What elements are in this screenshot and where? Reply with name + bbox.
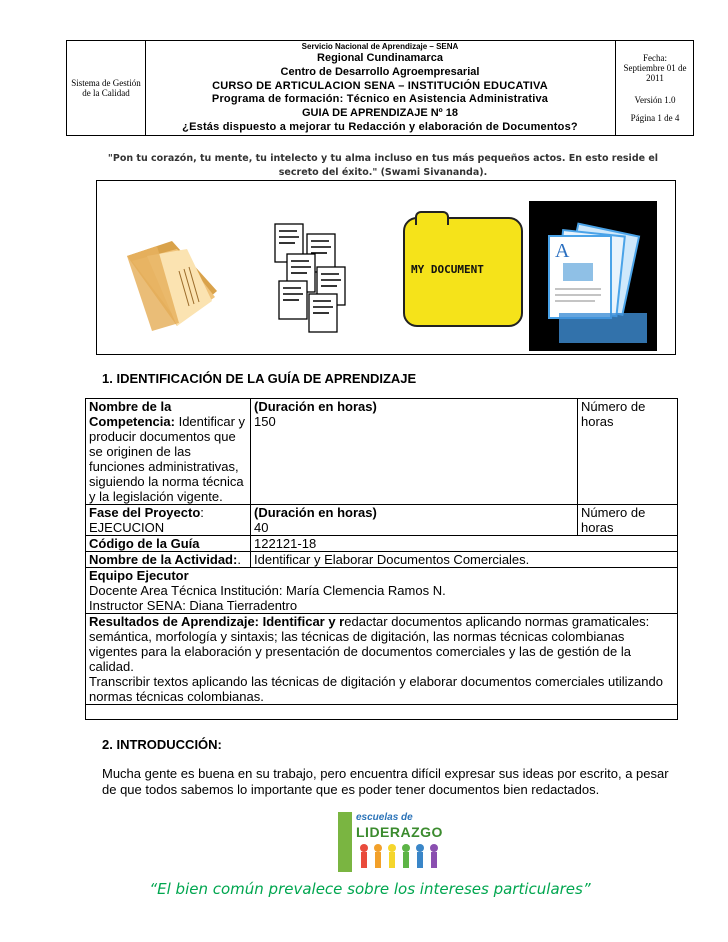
header-line-4: CURSO DE ARTICULACION SENA – INSTITUCIÓN EDUCATIVA	[212, 79, 548, 92]
section-2-title: 2. INTRODUCCIÓN:	[102, 737, 222, 752]
resultados-text: edactar documentos aplicando normas gramaticales: semántica, morfología y sintaxis; las técnicas de digitación, las normas técnicas colombianas vigentes para la elaboración y presentación de documentos comerciales y las de gestión de la calidad.	[89, 614, 650, 674]
fase-label: Fase del Proyecto	[89, 505, 201, 520]
docente-line: Docente Area Técnica Institución: María Clemencia Ramos N.	[89, 583, 446, 598]
duracion-label-1: (Duración en horas)	[254, 399, 377, 414]
instructor-line: Instructor SENA: Diana Tierradentro	[89, 598, 298, 613]
header-left-cell	[67, 41, 146, 135]
equipo-cell	[86, 568, 678, 614]
numero-horas-cell-1	[578, 399, 678, 505]
equipo-label: Equipo Ejecutor	[89, 568, 189, 583]
header-line-2: Regional Cundinamarca	[317, 52, 443, 64]
fase-cell	[86, 505, 251, 536]
version-label: Versión 1.0	[634, 95, 676, 105]
quality-system-label: Sistema de Gestión de la Calidad	[71, 78, 141, 98]
fase-value: EJECUCION	[89, 520, 165, 535]
escuelas-liderazgo-logo	[338, 812, 450, 876]
logo-people-icon	[356, 842, 448, 872]
codigo-label: Código de la Guía	[89, 536, 200, 551]
footer-motto: “El bien común prevalece sobre los intereses particulares”	[149, 880, 591, 898]
competencia-label: Nombre de la Competencia:	[89, 399, 175, 429]
introduction-paragraph: Mucha gente es buena en su trabajo, pero encuentra difícil expresar sus ideas por escrito, a pesar de que todos sabemos lo importante que es poder tener documentos bien redactados.	[102, 766, 669, 797]
logo-text-1: escuelas de	[356, 812, 413, 823]
guide-identification-table	[85, 398, 678, 720]
pagina-label: Página 1 de 4	[630, 113, 680, 123]
actividad-value: Identificar y Elaborar Documentos Comerciales.	[254, 552, 530, 567]
my-document-label: MY DOCUMENT	[411, 263, 484, 276]
resultados-cell	[86, 614, 678, 705]
resultados-text-2: Transcribir textos aplicando las técnicas de digitación y elaborar documentos comerciales utilizando normas técnicas colombianas.	[89, 674, 663, 704]
logo-bar	[338, 812, 352, 872]
codigo-value: 122121-18	[254, 536, 317, 551]
header-line-7: ¿Estás dispuesto a mejorar tu Redacción y elaboración de Documentos?	[182, 120, 578, 133]
folder-illustration	[117, 231, 237, 341]
numero-horas-2: Número de horas	[581, 505, 646, 535]
codigo-label-cell	[86, 536, 251, 552]
duracion-label-2: (Duración en horas)	[254, 505, 377, 520]
numero-horas-1: Número de horas	[581, 399, 646, 429]
images-box	[96, 180, 676, 355]
blue-documents-illustration	[529, 201, 657, 351]
resultados-label: Resultados de Aprendizaje: Identificar y r	[89, 614, 345, 629]
svg-text:A: A	[555, 240, 570, 262]
opening-quote: "Pon tu corazón, tu mente, tu intelecto y tu alma incluso en tus más pequeños actos. En esto reside el secreto del éxito." (Swami Sivananda).	[107, 153, 659, 178]
section-1-title: 1. IDENTIFICACIÓN DE LA GUÍA DE APRENDIZAJE	[102, 371, 417, 386]
header-line-3: Centro de Desarrollo Agroempresarial	[280, 65, 480, 78]
actividad-dot: .	[237, 552, 241, 567]
actividad-label-cell	[86, 552, 251, 568]
actividad-value-cell	[251, 552, 678, 568]
empty-row	[86, 705, 678, 720]
header-right-cell	[615, 41, 694, 135]
folder-tab	[415, 211, 449, 225]
header-line-6: GUIA DE APRENDIZAJE Nº 18	[301, 107, 458, 119]
header-center-cell	[145, 41, 615, 135]
header-table	[66, 40, 694, 136]
header-line-1: Servicio Nacional de Aprendizaje – SENA	[301, 42, 459, 51]
competencia-cell	[86, 399, 251, 505]
competencia-text: Identificar y producir documentos que se originen de las funciones administrativas, siguiendo la norma técnica y la legislación vigente.	[89, 414, 246, 504]
codigo-value-cell	[251, 536, 678, 552]
duracion-cell-2	[251, 505, 578, 536]
header-line-5: Programa de formación: Técnico en Asistencia Administrativa	[211, 93, 549, 106]
actividad-label: Nombre de la Actividad:	[89, 552, 238, 567]
duracion-value-1: 150	[254, 414, 276, 429]
duracion-cell-1	[251, 399, 578, 505]
fase-colon: :	[200, 505, 204, 520]
duracion-value-2: 40	[254, 520, 269, 535]
numero-horas-cell-2	[578, 505, 678, 536]
fecha-label: Fecha:	[643, 53, 667, 63]
fecha-value: Septiembre 01 de 2011	[623, 63, 687, 83]
logo-text-2: LIDERAZGO	[356, 824, 443, 840]
documents-stack-illustration	[267, 219, 367, 334]
my-document-folder-illustration	[403, 217, 523, 327]
